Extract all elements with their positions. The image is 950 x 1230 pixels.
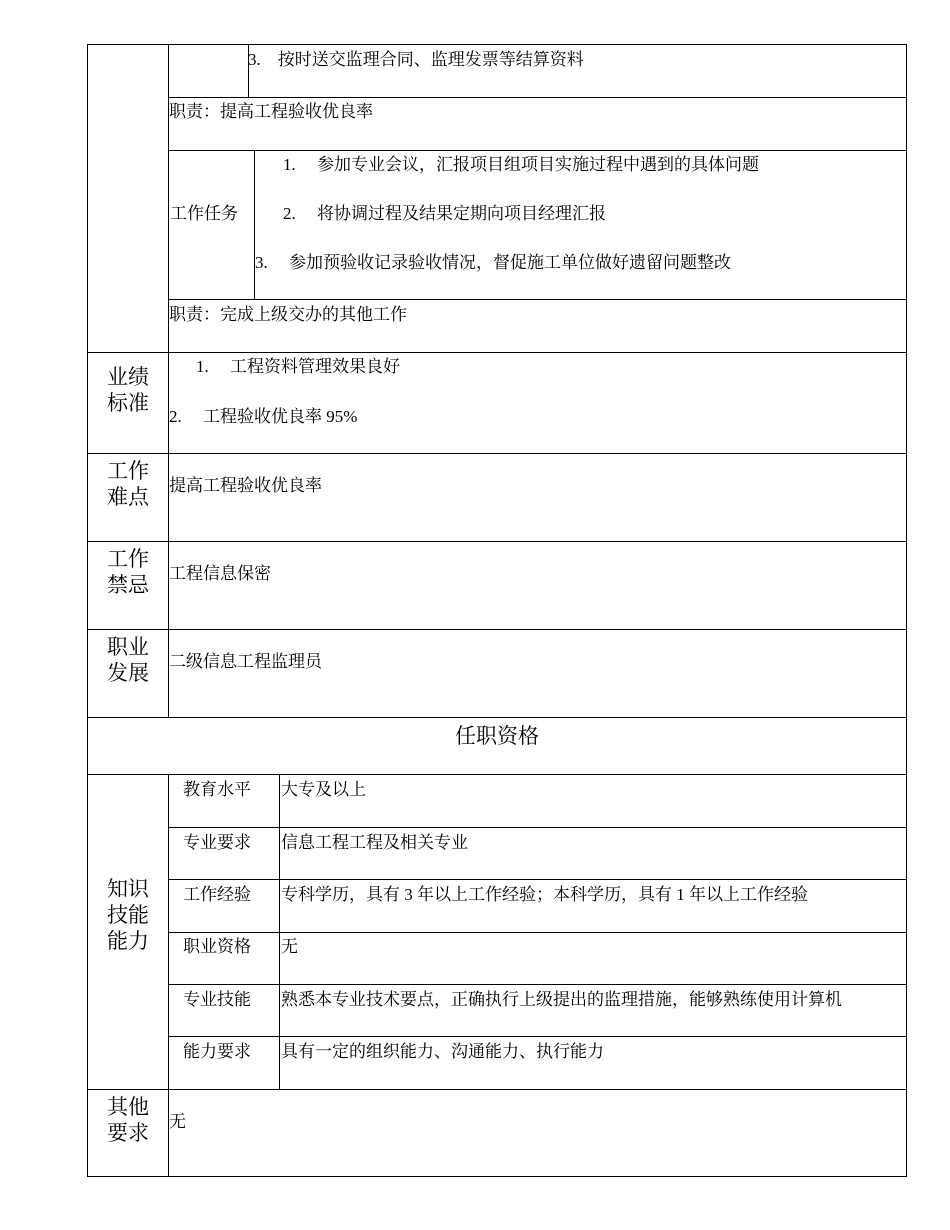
work-task-label: 工作任务	[170, 204, 238, 223]
career-label: 职业 发展	[107, 635, 149, 685]
major-label: 专业要求	[183, 833, 251, 852]
difficulty-label: 工作 难点	[107, 459, 149, 509]
skill-value: 熟悉本专业技术要点，正确执行上级提出的监理措施，能够熟练使用计算机	[281, 990, 842, 1009]
duty-other-work: 职责：完成上级交办的其他工作	[169, 305, 407, 324]
knowledge-label: 知识 技能 能力	[107, 877, 149, 953]
education-value: 大专及以上	[281, 780, 366, 799]
other-value: 无	[169, 1112, 186, 1131]
ability-value: 具有一定的组织能力、沟通能力、执行能力	[281, 1042, 604, 1061]
task-item: 2. 将协调过程及结果定期向项目经理汇报	[283, 204, 606, 223]
performance-item: 1. 工程资料管理效果良好	[196, 357, 400, 376]
task-item: 1. 参加专业会议，汇报项目组项目实施过程中遇到的具体问题	[283, 155, 759, 174]
education-label: 教育水平	[183, 780, 251, 799]
previous-task-item: 3. 按时送交监理合同、监理发票等结算资料	[248, 50, 584, 69]
taboo-label: 工作 禁忌	[107, 547, 149, 597]
qualification-title: 任职资格	[455, 724, 539, 748]
major-value: 信息工程工程及相关专业	[281, 833, 468, 852]
duty-improve-acceptance: 职责：提高工程验收优良率	[169, 102, 373, 121]
other-label: 其他 要求	[107, 1095, 149, 1145]
career-value: 二级信息工程监理员	[169, 652, 322, 671]
performance-item: 2. 工程验收优良率 95%	[169, 407, 358, 426]
certification-label: 职业资格	[183, 937, 251, 956]
ability-label: 能力要求	[183, 1042, 251, 1061]
certification-value: 无	[281, 937, 298, 956]
task-item: 3. 参加预验收记录验收情况，督促施工单位做好遗留问题整改	[255, 253, 731, 272]
performance-label: 业绩 标准	[107, 365, 149, 415]
difficulty-value: 提高工程验收优良率	[169, 476, 322, 495]
taboo-value: 工程信息保密	[169, 564, 271, 583]
experience-label: 工作经验	[183, 885, 251, 904]
skill-label: 专业技能	[183, 990, 251, 1009]
experience-value: 专科学历，具有 3 年以上工作经验；本科学历，具有 1 年以上工作经验	[281, 885, 808, 904]
